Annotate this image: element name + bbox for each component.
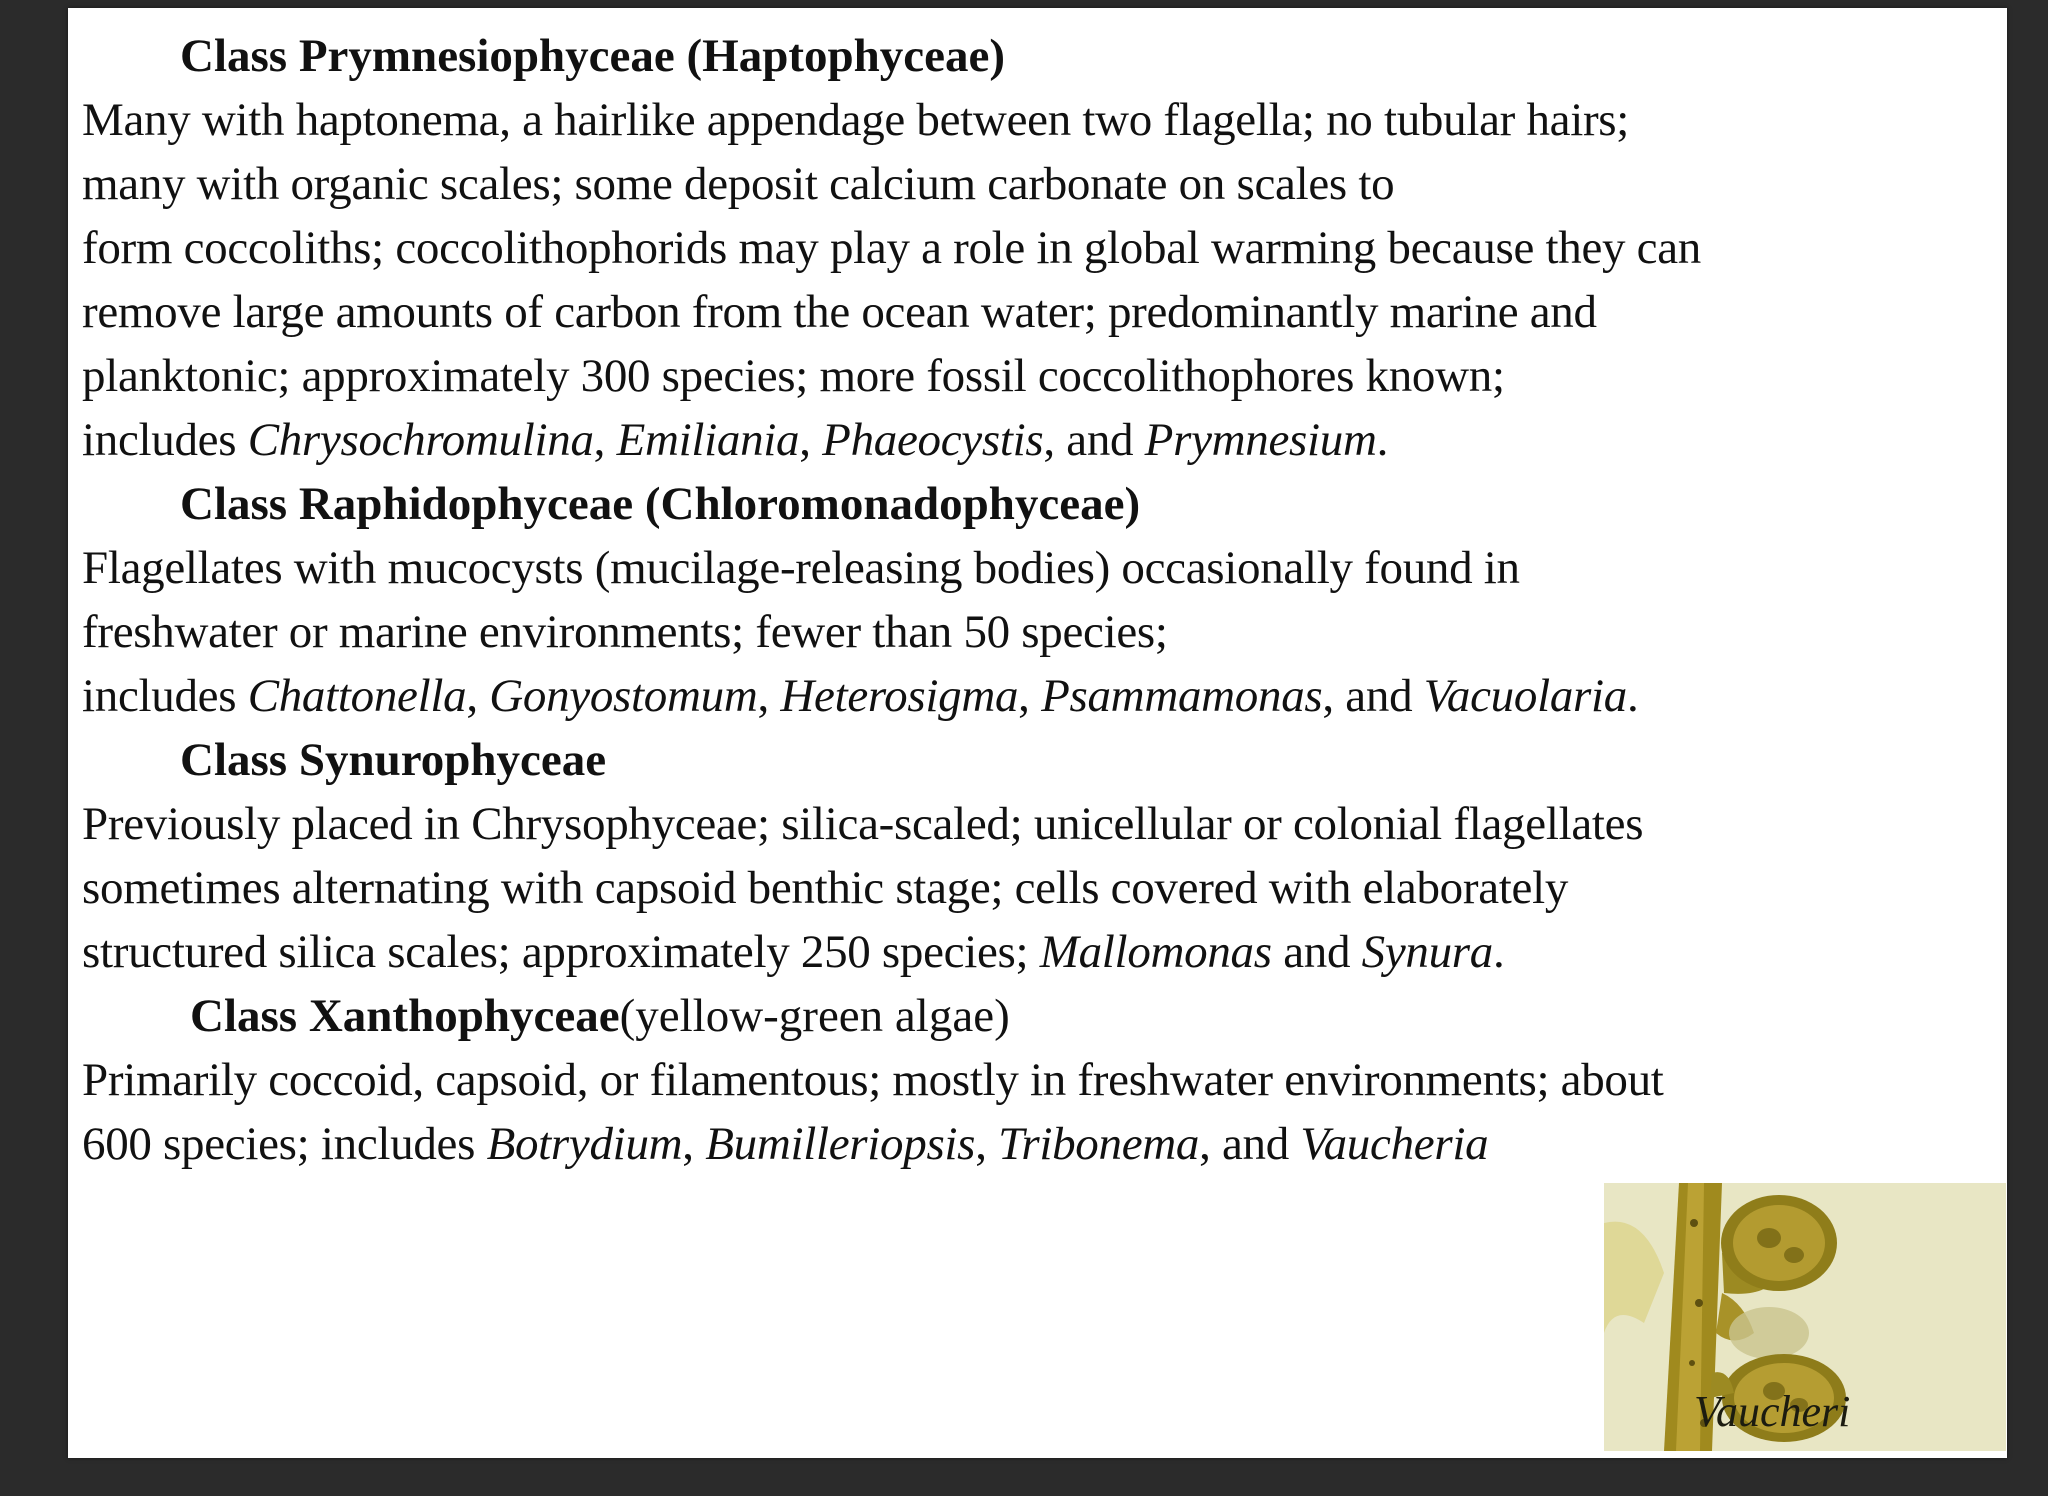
separator: , [466, 670, 490, 722]
body-line: form coccoliths; coccolithophorids may play a role in global warming because they can [82, 222, 1701, 274]
body-line: planktonic; approximately 300 species; more fossil coccolithophores known; [82, 350, 1505, 402]
separator: , [975, 1118, 999, 1170]
includes-text: includes [82, 670, 248, 722]
heading-text: Class Xanthophyceae [190, 990, 620, 1042]
section-heading-synurophyceae: Class Synurophyceae [180, 734, 607, 786]
photo-caption: Vaucheri [1694, 1387, 1851, 1436]
body-text: 600 species; includes [82, 1118, 487, 1170]
separator: . [1627, 670, 1639, 722]
genus-name: Heterosigma [780, 670, 1019, 722]
separator: , [593, 414, 617, 466]
separator: , and [1199, 1118, 1301, 1170]
separator: , and [1322, 670, 1424, 722]
includes-line [82, 920, 2002, 984]
body-line: Primarily coccoid, capsoid, or filamentous; mostly in freshwater environments; about [82, 1054, 1664, 1106]
body-line: many with organic scales; some deposit calcium carbonate on scales to [82, 158, 1395, 210]
includes-line [82, 408, 2002, 472]
heading-suffix: (yellow-green algae) [619, 990, 1010, 1042]
genus-name: Prymnesium [1144, 414, 1377, 466]
genus-name: Mallomonas [1039, 926, 1272, 978]
separator: , [757, 670, 781, 722]
separator: . [1376, 414, 1389, 466]
genus-name: Vaucheria [1300, 1118, 1489, 1170]
includes-text: includes [82, 414, 248, 466]
body-line: Flagellates with mucocysts (mucilage-releasing bodies) occasionally found in [82, 542, 1520, 594]
text-block [82, 24, 2002, 1176]
separator: , [1018, 670, 1042, 722]
genus-name: Emiliania [616, 414, 800, 466]
genus-name: Synura [1361, 926, 1493, 978]
body-line: Many with haptonema, a hairlike appendage between two flagella; no tubular hairs; [82, 94, 1630, 146]
separator: and [1271, 926, 1362, 978]
section-heading-raphidophyceae: Class Raphidophyceae (Chloromonadophyceae) [180, 478, 1141, 530]
genus-name: Psammamonas [1041, 670, 1323, 722]
genus-name: Bumilleriopsis [705, 1118, 976, 1170]
body-line: sometimes alternating with capsoid benthic stage; cells covered with elaborately [82, 862, 1569, 914]
vaucheria-micrograph [1604, 1183, 2006, 1451]
genus-name: Chattonella [247, 670, 467, 722]
separator: , [799, 414, 823, 466]
body-line: Previously placed in Chrysophyceae; silica-scaled; unicellular or colonial flagellates [82, 798, 1644, 850]
genus-name: Tribonema [998, 1118, 1200, 1170]
genus-name: Botrydium [486, 1118, 683, 1170]
slide [68, 8, 2007, 1458]
includes-line [82, 1112, 2002, 1176]
includes-line [82, 664, 2002, 728]
genus-name: Vacuolaria [1423, 670, 1627, 722]
genus-name: Phaeocystis [822, 414, 1044, 466]
separator: , and [1043, 414, 1145, 466]
section-heading-xanthophyceae [82, 984, 2002, 1048]
body-line: freshwater or marine environments; fewer than 50 species; [82, 606, 1168, 658]
body-text: structured silica scales; approximately 250 species; [82, 926, 1040, 978]
body-line: remove large amounts of carbon from the ocean water; predominantly marine and [82, 286, 1597, 338]
separator: . [1493, 926, 1505, 978]
separator: , [682, 1118, 706, 1170]
genus-name: Chrysochromulina [247, 414, 594, 466]
section-heading-prymnesiophyceae: Class Prymnesiophyceae (Haptophyceae) [180, 30, 1006, 82]
genus-name: Gonyostomum [489, 670, 758, 722]
